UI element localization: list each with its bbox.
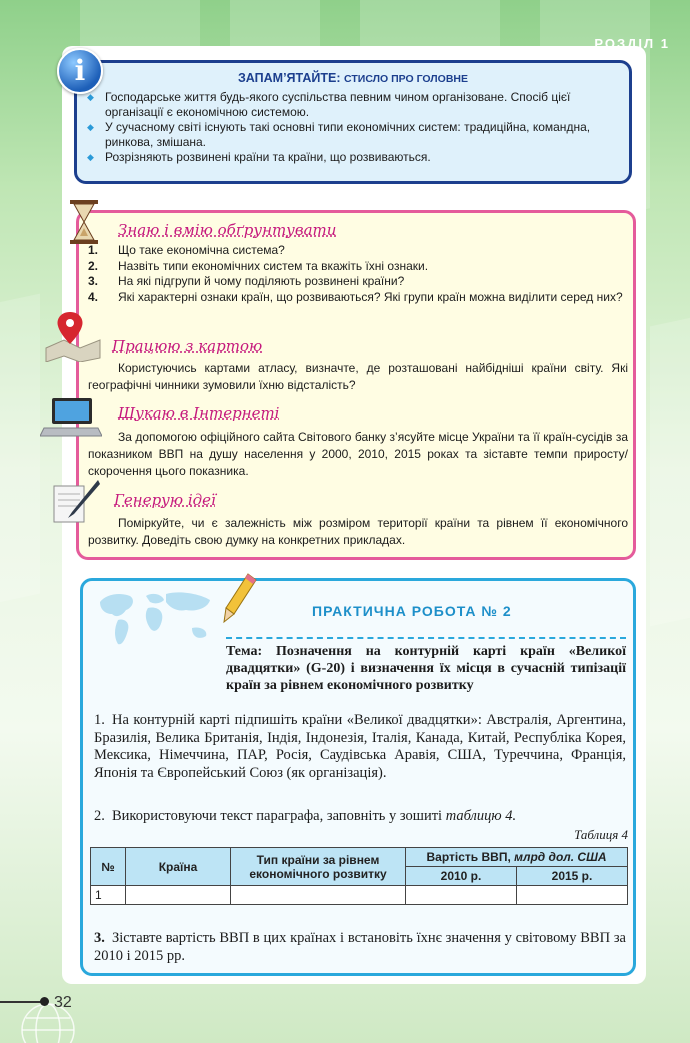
- table-header-text: Вартість ВВП,: [426, 850, 515, 864]
- question-item: [88, 259, 628, 275]
- task-text: Зіставте вартість ВВП в цих країнах і встановіть їхнє значення у світовому ВВП за 2010 і 2015 рр.: [94, 930, 626, 964]
- question-item: [88, 290, 628, 306]
- table-cell: [231, 886, 406, 905]
- remember-list: [87, 90, 617, 165]
- countries-table: [90, 847, 628, 905]
- table-cell: [126, 886, 231, 905]
- remember-subtitle: СТИСЛО ПРО ГОЛОВНЕ: [344, 73, 469, 85]
- task-text: На контурній карті підпишіть країни «Великої двадцятки»: Австралія, Аргентина, Бразилія, Велика Британія, Індія, Індонезія, Італія, Канада, Китай, Республіка Корея, Мексика, Німеччина, ПАР, Росія, Саудівська Аравія, США, Туреччина, Франція, Японія та Європейський Союз (як організація).: [94, 712, 626, 781]
- task-text: Використовуючи текст параграфа, заповніть у зошиті: [112, 808, 446, 824]
- task-number: 3.: [94, 930, 105, 946]
- remember-item: ◆ Розрізняють розвинені країни та країни, що розвиваються.: [87, 150, 617, 165]
- table-header: 2015 р.: [517, 867, 628, 886]
- task-3: [94, 930, 626, 965]
- question-text: Що таке економічна система?: [118, 243, 285, 257]
- table-cell: [517, 886, 628, 905]
- task-2: [94, 808, 626, 826]
- table-caption: Таблиця 4: [574, 827, 628, 842]
- internet-heading: Шукаю в Інтернеті: [118, 404, 280, 422]
- table-header: Тип країни за рівнем економічного розвитку: [231, 848, 406, 886]
- pencil-icon: [222, 572, 258, 624]
- table-row: [91, 886, 628, 905]
- table-header: [406, 848, 628, 867]
- task-text-italic: таблицю 4.: [445, 808, 517, 824]
- table-header: №: [91, 848, 126, 886]
- table-header-row: [91, 848, 628, 867]
- ideas-heading: Генерую ідеї: [114, 491, 216, 509]
- world-map-icon: [96, 588, 216, 650]
- table-header-unit: млрд дол. США: [514, 850, 607, 864]
- page-number: 32: [54, 994, 72, 1011]
- remember-title: [77, 71, 629, 85]
- question-number: 2.: [88, 258, 99, 273]
- hourglass-icon: [64, 198, 104, 246]
- table-cell: [406, 886, 517, 905]
- task-1: [94, 712, 626, 782]
- practical-title: ПРАКТИЧНА РОБОТА № 2: [312, 603, 512, 619]
- internet-text: За допомогою офіційного сайта Світового банку з’ясуйте місце України та її країн-сусідів за показником ВВП на душу населення у 2000, 2010, 2015 роках та зіставте темпи приросту/скорочення цього показника.: [88, 430, 628, 478]
- page-number-dot: [40, 997, 49, 1006]
- remember-box: [74, 60, 632, 184]
- question-list: [88, 243, 628, 305]
- remember-item: ◆ Господарське життя будь-якого суспільства певним чином організоване. Спосіб цієї організації є економічною системою.: [87, 90, 617, 120]
- question-item: [88, 274, 628, 290]
- map-pin-icon: [44, 310, 102, 362]
- ideas-text: Поміркуйте, чи є залежність між розміром території країни та рівнем її економічного розвитку. Доведіть свою думку на конкретних прикладах.: [88, 516, 628, 547]
- task-number: 2.: [94, 808, 105, 824]
- section-label: РОЗДІЛ 1: [594, 36, 670, 51]
- table-header: Країна: [126, 848, 231, 886]
- remember-title-main: ЗАПАМ’ЯТАЙТЕ:: [237, 71, 341, 85]
- remember-item: ◆ У сучасному світі існують такі основні типи економічних систем: традиційна, командна, ринкова, змішана.: [87, 120, 617, 150]
- practical-topic: Тема: Позначення на контурній карті країн «Великої двадцятки» (G-20) і визначення їх місця в сучасній типізації країн за рівнем економічного розвитку: [226, 637, 626, 694]
- map-heading: Працюю з картою: [112, 337, 263, 355]
- table-cell: 1: [91, 886, 126, 905]
- info-icon: i: [57, 48, 103, 94]
- question-number: 3.: [88, 274, 99, 288]
- table-header: 2010 р.: [406, 867, 517, 886]
- map-text: Користуючись картами атласу, визначте, де розташовані найбідніші країни світу. Які географічні чинники зумовили їхню відсталість?: [88, 361, 628, 392]
- question-item: [88, 243, 628, 259]
- know-heading: Знаю і вмію обґрунтувати: [118, 221, 337, 239]
- question-text: Які характерні ознаки країн, що розвиваються? Які групи країн можна виділити серед них?: [118, 289, 623, 304]
- question-number: 1.: [88, 243, 99, 257]
- question-text: На які підгрупи й чому поділяють розвинені країни?: [118, 274, 405, 288]
- page-number-line: [0, 1001, 44, 1003]
- question-text: Назвіть типи економічних систем та вкажіть їхні ознаки.: [118, 258, 429, 273]
- question-number: 4.: [88, 289, 99, 304]
- task-number: 1.: [94, 712, 105, 728]
